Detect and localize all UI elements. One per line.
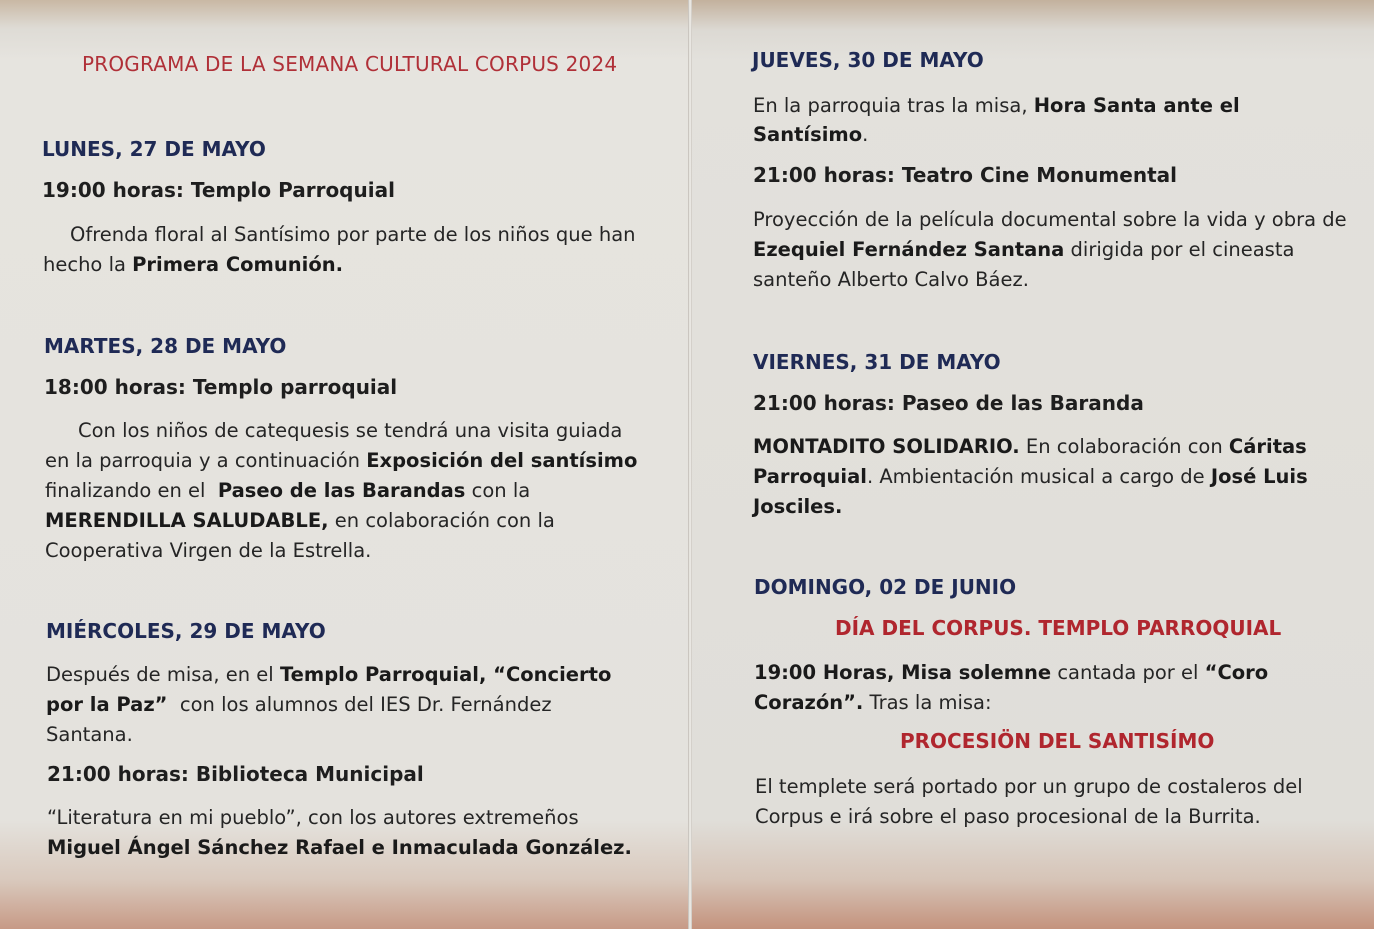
text-miercoles-2: [46, 690, 552, 720]
day-heading-viernes: VIERNES, 31 DE MAYO: [753, 350, 1001, 374]
bold-span: Primera Comunión.: [132, 253, 344, 276]
text-lunes-2: [43, 250, 343, 280]
bold-span: Cáritas: [1228, 435, 1307, 458]
time-martes: 18:00 horas: Templo parroquial: [44, 375, 398, 399]
time-miercoles: 21:00 horas: Biblioteca Municipal: [47, 762, 424, 786]
text-martes-2: [45, 446, 637, 476]
bold-span: Ezequiel Fernández Santana: [753, 238, 1065, 261]
bold-span: Miguel Ángel Sánchez Rafael e Inmaculada González.: [47, 836, 632, 859]
text-viernes-3: [753, 492, 842, 522]
day-heading-domingo: DOMINGO, 02 DE JUNIO: [754, 575, 1017, 599]
text-martes-1: Con los niños de catequesis se tendrá una visita guiada: [78, 419, 623, 442]
bold-span: Paseo de las Barandas: [217, 479, 466, 502]
text-domingo-1: [754, 658, 1268, 688]
bold-span: MERENDILLA SALUDABLE,: [45, 509, 329, 532]
text-jueves-5: santeño Alberto Calvo Báez.: [753, 268, 1029, 291]
bold-span: por la Paz”: [46, 693, 168, 716]
bold-span: Parroquial: [753, 465, 867, 488]
bold-span: 19:00 Horas, Misa solemne: [754, 661, 1052, 684]
text-span: hecho la: [43, 253, 133, 276]
text-jueves-4: [753, 235, 1294, 265]
text-span: cantada por el: [1051, 661, 1205, 684]
text-martes-4: [45, 506, 555, 536]
text-span: En colaboración con: [1019, 435, 1229, 458]
day-heading-miercoles: MIÉRCOLES, 29 DE MAYO: [46, 619, 326, 643]
bold-span: Josciles.: [753, 495, 843, 518]
bold-span: José Luis: [1210, 465, 1308, 488]
text-span: . Ambientación musical a cargo de: [866, 465, 1211, 488]
time-lunes: 19:00 horas: Templo Parroquial: [42, 178, 395, 202]
text-miercoles-1: [46, 660, 611, 690]
bold-span: “Coro: [1204, 661, 1269, 684]
text-viernes-1: [753, 432, 1307, 462]
text-jueves-3: Proyección de la película documental sobre la vida y obra de: [753, 208, 1347, 231]
bold-span: Templo Parroquial, “Concierto: [279, 663, 612, 686]
bold-span: MONTADITO SOLIDARIO.: [753, 435, 1020, 458]
bold-span: Hora Santa ante el: [1033, 94, 1240, 117]
text-domingo-3: El templete será portado por un grupo de costaleros del: [755, 775, 1303, 798]
text-martes-3: [45, 476, 530, 506]
text-span: en la parroquia y a continuación: [45, 449, 367, 472]
day-heading-jueves: JUEVES, 30 DE MAYO: [752, 48, 984, 72]
text-jueves-1: [753, 91, 1240, 121]
text-miercoles-5: [47, 833, 632, 863]
bold-span: Exposición del santísimo: [366, 449, 638, 472]
text-span: con la: [465, 479, 531, 502]
text-domingo-4: Corpus e irá sobre el paso procesional de la Burrita.: [755, 805, 1261, 828]
program-title: PROGRAMA DE LA SEMANA CULTURAL CORPUS 2024: [82, 52, 618, 76]
time-viernes: 21:00 horas: Paseo de las Baranda: [753, 391, 1144, 415]
text-lunes-1: Ofrenda floral al Santísimo por parte de los niños que han: [70, 223, 636, 246]
text-jueves-2: [753, 120, 868, 150]
day-heading-martes: MARTES, 28 DE MAYO: [44, 334, 287, 358]
text-viernes-2: [753, 462, 1308, 492]
text-span: Después de misa, en el: [46, 663, 280, 686]
text-domingo-2: [754, 688, 992, 718]
bold-span: Corazón”.: [754, 691, 864, 714]
text-miercoles-3: Santana.: [46, 723, 133, 746]
time-jueves: 21:00 horas: Teatro Cine Monumental: [753, 163, 1177, 187]
corpus-day-heading: DÍA DEL CORPUS. TEMPLO PARROQUIAL: [835, 616, 1282, 640]
procession-heading: PROCESIÖN DEL SANTISÍMO: [900, 729, 1215, 753]
text-span: En la parroquia tras la misa,: [753, 94, 1034, 117]
text-miercoles-4: “Literatura en mi pueblo”, con los autores extremeños: [47, 806, 579, 829]
day-heading-lunes: LUNES, 27 DE MAYO: [42, 137, 266, 161]
text-martes-5: Cooperativa Virgen de la Estrella.: [45, 539, 372, 562]
text-span: con los alumnos del IES Dr. Fernández: [167, 693, 552, 716]
text-span: dirigida por el cineasta: [1064, 238, 1295, 261]
text-span: finalizando en el: [45, 479, 218, 502]
text-span: en colaboración con la: [328, 509, 555, 532]
text-span: .: [862, 123, 869, 146]
page-fold: [688, 0, 692, 929]
text-span: Tras la misa:: [863, 691, 992, 714]
bold-span: Santísimo: [753, 123, 863, 146]
